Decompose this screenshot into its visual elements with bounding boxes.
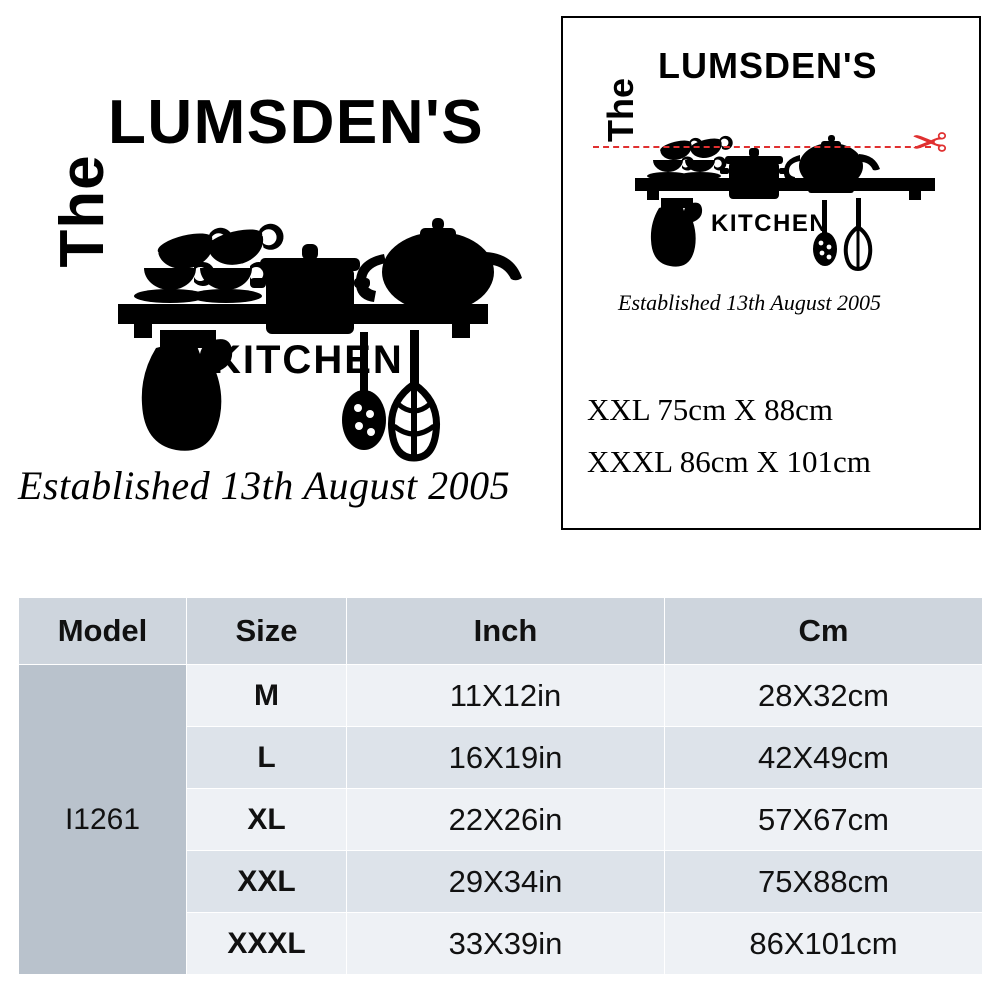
preview-surname-text: LUMSDEN'S (658, 45, 878, 86)
header-inch: Inch (347, 598, 665, 665)
preview-the-text: The (600, 78, 641, 143)
preview-panel (561, 16, 981, 530)
table-header-row (19, 598, 983, 665)
cell-model: I1261 (19, 665, 187, 975)
main-decal-artwork (0, 0, 560, 580)
cell-inch: 11X12in (347, 665, 665, 727)
cell-size: XL (187, 789, 347, 851)
header-model: Model (19, 598, 187, 665)
cell-size: XXL (187, 851, 347, 913)
cell-cm: 57X67cm (665, 789, 983, 851)
scissors-icon: ✂ (911, 119, 948, 168)
header-size: Size (187, 598, 347, 665)
preview-size-line-xxxl: XXXL 86cm X 101cm (587, 444, 871, 479)
cell-cm: 28X32cm (665, 665, 983, 727)
cell-inch: 29X34in (347, 851, 665, 913)
table-row (19, 665, 983, 727)
cell-size: M (187, 665, 347, 727)
preview-size-line-xxl: XXL 75cm X 88cm (587, 392, 833, 427)
size-chart-table (18, 597, 983, 975)
cell-cm: 42X49cm (665, 727, 983, 789)
cell-inch: 33X39in (347, 913, 665, 975)
decal-the-text: The (48, 154, 117, 268)
cell-size: XXXL (187, 913, 347, 975)
preview-established-text: Established 13th August 2005 (618, 290, 881, 315)
cell-cm: 75X88cm (665, 851, 983, 913)
header-cm: Cm (665, 598, 983, 665)
decal-surname-text: LUMSDEN'S (108, 88, 485, 157)
cut-line (593, 146, 931, 148)
decal-kitchen-text: KITCHEN (212, 338, 404, 382)
cell-inch: 22X26in (347, 789, 665, 851)
cell-cm: 86X101cm (665, 913, 983, 975)
cell-size: L (187, 727, 347, 789)
kitchen-shelf-illustration (0, 0, 560, 480)
preview-kitchen-text: KITCHEN (711, 210, 829, 237)
decal-established-text: Established 13th August 2005 (18, 463, 511, 508)
cell-inch: 16X19in (347, 727, 665, 789)
